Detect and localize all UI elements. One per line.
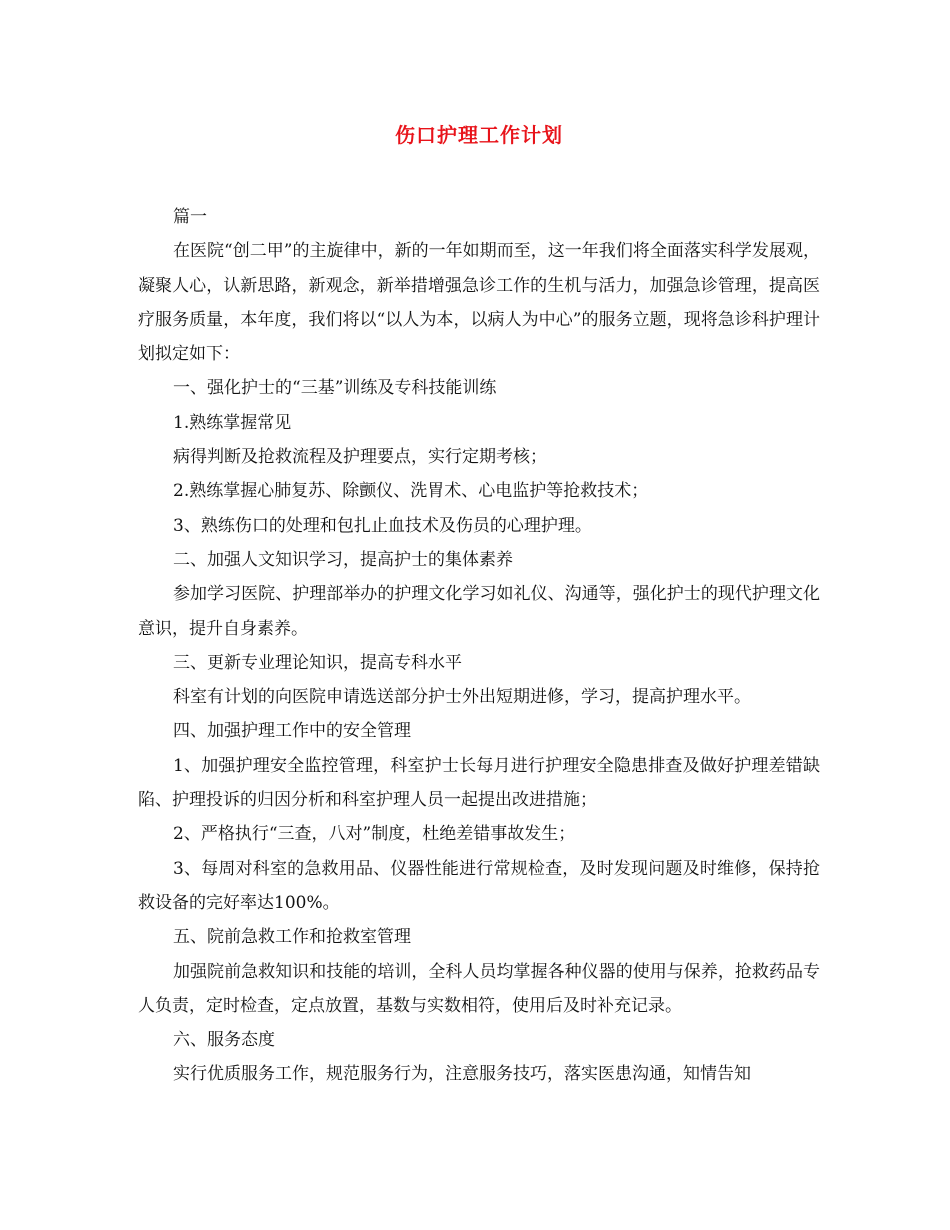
- list-item: 3、熟练伤口的处理和包扎止血技术及伤员的心理护理。: [173, 515, 592, 536]
- list-item: 2.熟练掌握心肺复苏、除颤仪、洗胃术、心电监护等抢救技术；: [173, 481, 649, 502]
- body-paragraph: 参加学习医院、护理部举办的护理文化学习如礼仪、沟通等，强化护士的现代护理文化意识，提升自身素养。: [138, 584, 820, 639]
- list-item: 3、每周对科室的急救用品、仪器性能进行常规检查，及时发现问题及时维修，保持抢救设备的完好率达100%。: [138, 858, 820, 913]
- section-heading-2: 二、加强人文知识学习，提高护士的集体素养: [173, 549, 513, 570]
- body-paragraph: 科室有计划的向医院申请选送部分护士外出短期进修，学习，提高护理水平。: [173, 687, 751, 708]
- intro-paragraph: 在医院“创二甲”的主旋律中，新的一年如期而至，这一年我们将全面落实科学发展观，凝聚人心，认新思路，新观念，新举措增强急诊工作的生机与活力，加强急诊管理，提高医疗服务质量，本年度，我们将以“以人为本，以病人为中心”的服务立题，现将急诊科护理计划拟定如下：: [138, 241, 820, 365]
- section-heading-5: 五、院前急救工作和抢救室管理: [173, 927, 411, 948]
- list-item: 1、加强护理安全监控管理，科室护士长每月进行护理安全隐患排查及做好护理差错缺陷、护理投诉的归因分析和科室护理人员一起提出改进措施；: [138, 755, 820, 811]
- document-title: 伤口护理工作计划: [395, 123, 563, 147]
- body-paragraph: 实行优质服务工作，规范服务行为，注意服务技巧，落实医患沟通，知情告知: [173, 1064, 751, 1085]
- section-heading-1: 一、强化护士的“三基”训练及专科技能训练: [173, 378, 497, 399]
- section-heading-6: 六、服务态度: [173, 1030, 275, 1051]
- body-paragraph: 加强院前急救知识和技能的培训，全科人员均掌握各种仪器的使用与保养，抢救药品专人负责，定时检查，定点放置，基数与实数相符，使用后及时补充记录。: [138, 961, 820, 1016]
- section-heading-4: 四、加强护理工作中的安全管理: [173, 721, 411, 742]
- section-label: 篇一: [173, 207, 207, 227]
- list-item: 病得判断及抢救流程及护理要点，实行定期考核；: [173, 447, 547, 468]
- section-heading-3: 三、更新专业理论知识，提高专科水平: [173, 652, 462, 673]
- list-item: 1.熟练掌握常见: [173, 412, 292, 433]
- document-body: [138, 200, 820, 1092]
- list-item: 2、严格执行“三查，八对”制度，杜绝差错事故发生；: [173, 824, 576, 845]
